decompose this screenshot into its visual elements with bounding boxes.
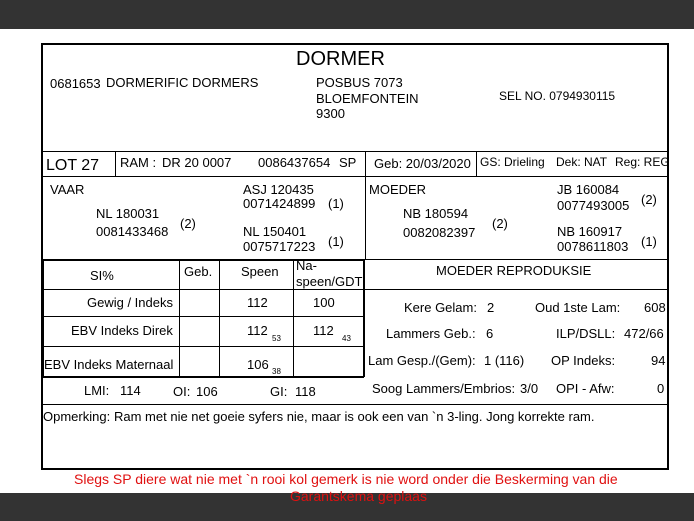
maternaal-speen: 106 bbox=[247, 357, 269, 372]
sire-nl1: NL 180031 bbox=[96, 206, 160, 221]
dam-nb1: NB 180594 bbox=[403, 206, 469, 221]
divider bbox=[365, 176, 366, 259]
dam-jb-count: (2) bbox=[641, 192, 657, 207]
oi-value: 106 bbox=[196, 384, 218, 399]
row-label-ebv-maternaal: EBV Indeks Maternaal bbox=[44, 357, 174, 372]
sire-label: VAAR bbox=[50, 182, 85, 197]
kere-gelam-label: Kere Gelam: bbox=[404, 300, 477, 315]
column-header-naspeen: Na- bbox=[296, 258, 317, 273]
sire-nl1-number: 0081433468 bbox=[96, 224, 169, 239]
phone-number: SEL NO. 0794930115 bbox=[499, 89, 616, 103]
lot-number: LOT 27 bbox=[46, 157, 100, 174]
dam-mid-count: (2) bbox=[492, 216, 508, 231]
page-title: DORMER bbox=[296, 48, 385, 70]
direk-naspeen-accuracy: 43 bbox=[342, 334, 351, 343]
opi-afw-label: OPI - Afw: bbox=[556, 381, 615, 396]
kere-gelam-value: 2 bbox=[487, 300, 495, 315]
direk-speen-accuracy: 53 bbox=[272, 334, 281, 343]
opi-afw-value: 0 bbox=[657, 381, 665, 396]
dam-nb1-number: 0082082397 bbox=[403, 225, 476, 240]
remark-text: Ram met nie net goeie syfers nie, maar is ook een van `n 3-ling. Jong korrekte ram. bbox=[114, 409, 595, 424]
ram-label: RAM : bbox=[120, 155, 157, 170]
gi-label: GI: bbox=[270, 384, 288, 399]
column-header-speen: Speen bbox=[241, 264, 279, 279]
gs-status: GS: Drieling bbox=[480, 155, 545, 169]
address-line-1: POSBUS 7073 bbox=[316, 75, 403, 90]
gewig-speen: 112 bbox=[247, 295, 268, 310]
lam-gesp-value: 1 (116) bbox=[484, 353, 525, 368]
remark-label: Opmerking: bbox=[43, 409, 111, 424]
gewig-naspeen: 100 bbox=[313, 295, 335, 310]
sire-nl2-number: 0075717223 bbox=[243, 239, 316, 254]
dam-jb-number: 0077493005 bbox=[557, 198, 630, 213]
ilp-value: 472/66 bbox=[624, 326, 664, 341]
address-line-3: 9300 bbox=[316, 106, 345, 121]
sire-asj: ASJ 120435 bbox=[243, 182, 314, 197]
breeder-name: DORMERIFIC DORMERS bbox=[106, 75, 259, 90]
breeder-id: 0681653 bbox=[50, 76, 101, 91]
op-indeks-label: OP Indeks: bbox=[551, 353, 616, 368]
soog-lammers-label: Soog Lammers/Embrios: bbox=[372, 381, 516, 396]
direk-speen: 112 bbox=[247, 323, 268, 338]
table-border bbox=[42, 376, 364, 378]
dam-nb2: NB 160917 bbox=[557, 224, 623, 239]
divider bbox=[42, 404, 668, 405]
lammers-geb-value: 6 bbox=[486, 326, 494, 341]
maternaal-speen-accuracy: 38 bbox=[272, 367, 281, 376]
dam-nb2-count: (1) bbox=[641, 234, 657, 249]
sp-badge: SP bbox=[339, 155, 357, 170]
divider bbox=[115, 151, 116, 176]
table-col-divider bbox=[179, 259, 180, 376]
oud-lam-value: 608 bbox=[644, 300, 666, 315]
lam-gesp-label: Lam Gesp./(Gem): bbox=[368, 353, 476, 368]
ilp-label: ILP/DSLL: bbox=[556, 326, 616, 341]
reg-status: Reg: REG bbox=[615, 155, 670, 169]
auction-lot-card bbox=[41, 43, 669, 470]
soog-lammers-value: 3/0 bbox=[520, 381, 539, 396]
top-dark-band bbox=[0, 0, 694, 29]
direk-naspeen: 112 bbox=[313, 323, 334, 338]
divider bbox=[476, 151, 477, 176]
dam-nb2-number: 0078611803 bbox=[557, 239, 629, 254]
divider bbox=[365, 151, 366, 176]
column-header-si: SI% bbox=[90, 268, 114, 283]
sire-mid-count: (2) bbox=[180, 216, 196, 231]
table-row-divider bbox=[42, 289, 364, 290]
table-row-divider bbox=[42, 316, 364, 317]
sire-asj-count: (1) bbox=[328, 196, 344, 211]
row-label-gewig: Gewig / Indeks bbox=[87, 295, 173, 310]
guarantee-disclaimer-line-2: Garantskema geplaas bbox=[290, 488, 427, 504]
table-row-divider bbox=[42, 346, 364, 347]
guarantee-disclaimer-line-1: Slegs SP diere wat nie met `n rooi kol gemerk is nie word onder die Beskerming van die bbox=[74, 471, 618, 487]
oi-label: OI: bbox=[173, 384, 191, 399]
birth-date: Geb: 20/03/2020 bbox=[374, 156, 471, 171]
dam-jb: JB 160084 bbox=[557, 182, 620, 197]
oud-lam-label: Oud 1ste Lam: bbox=[535, 300, 621, 315]
address-line-2: BLOEMFONTEIN bbox=[316, 91, 419, 106]
lmi-value: 114 bbox=[120, 383, 141, 398]
table-border bbox=[363, 259, 365, 377]
table-col-divider bbox=[293, 259, 294, 376]
lmi-label: LMI: bbox=[84, 383, 110, 398]
column-header-naspeen-gdt: speen/GDT bbox=[296, 274, 363, 289]
registration-number: 0086437654 bbox=[258, 155, 331, 170]
sire-nl2-count: (1) bbox=[328, 234, 344, 249]
divider bbox=[364, 289, 668, 290]
op-indeks-value: 94 bbox=[651, 353, 666, 368]
sire-nl2: NL 150401 bbox=[243, 224, 307, 239]
table-col-divider bbox=[219, 259, 220, 376]
sire-asj-number: 0071424899 bbox=[243, 196, 316, 211]
gi-value: 118 bbox=[295, 384, 316, 399]
dam-label: MOEDER bbox=[369, 182, 427, 197]
ram-id: DR 20 0007 bbox=[162, 155, 232, 170]
column-header-geb: Geb. bbox=[184, 264, 213, 279]
repro-title: MOEDER REPRODUKSIE bbox=[436, 263, 592, 278]
divider bbox=[42, 176, 668, 177]
dek-status: Dek: NAT bbox=[556, 155, 608, 169]
row-label-ebv-direk: EBV Indeks Direk bbox=[71, 323, 173, 338]
divider bbox=[42, 151, 668, 152]
lammers-geb-label: Lammers Geb.: bbox=[386, 326, 476, 341]
